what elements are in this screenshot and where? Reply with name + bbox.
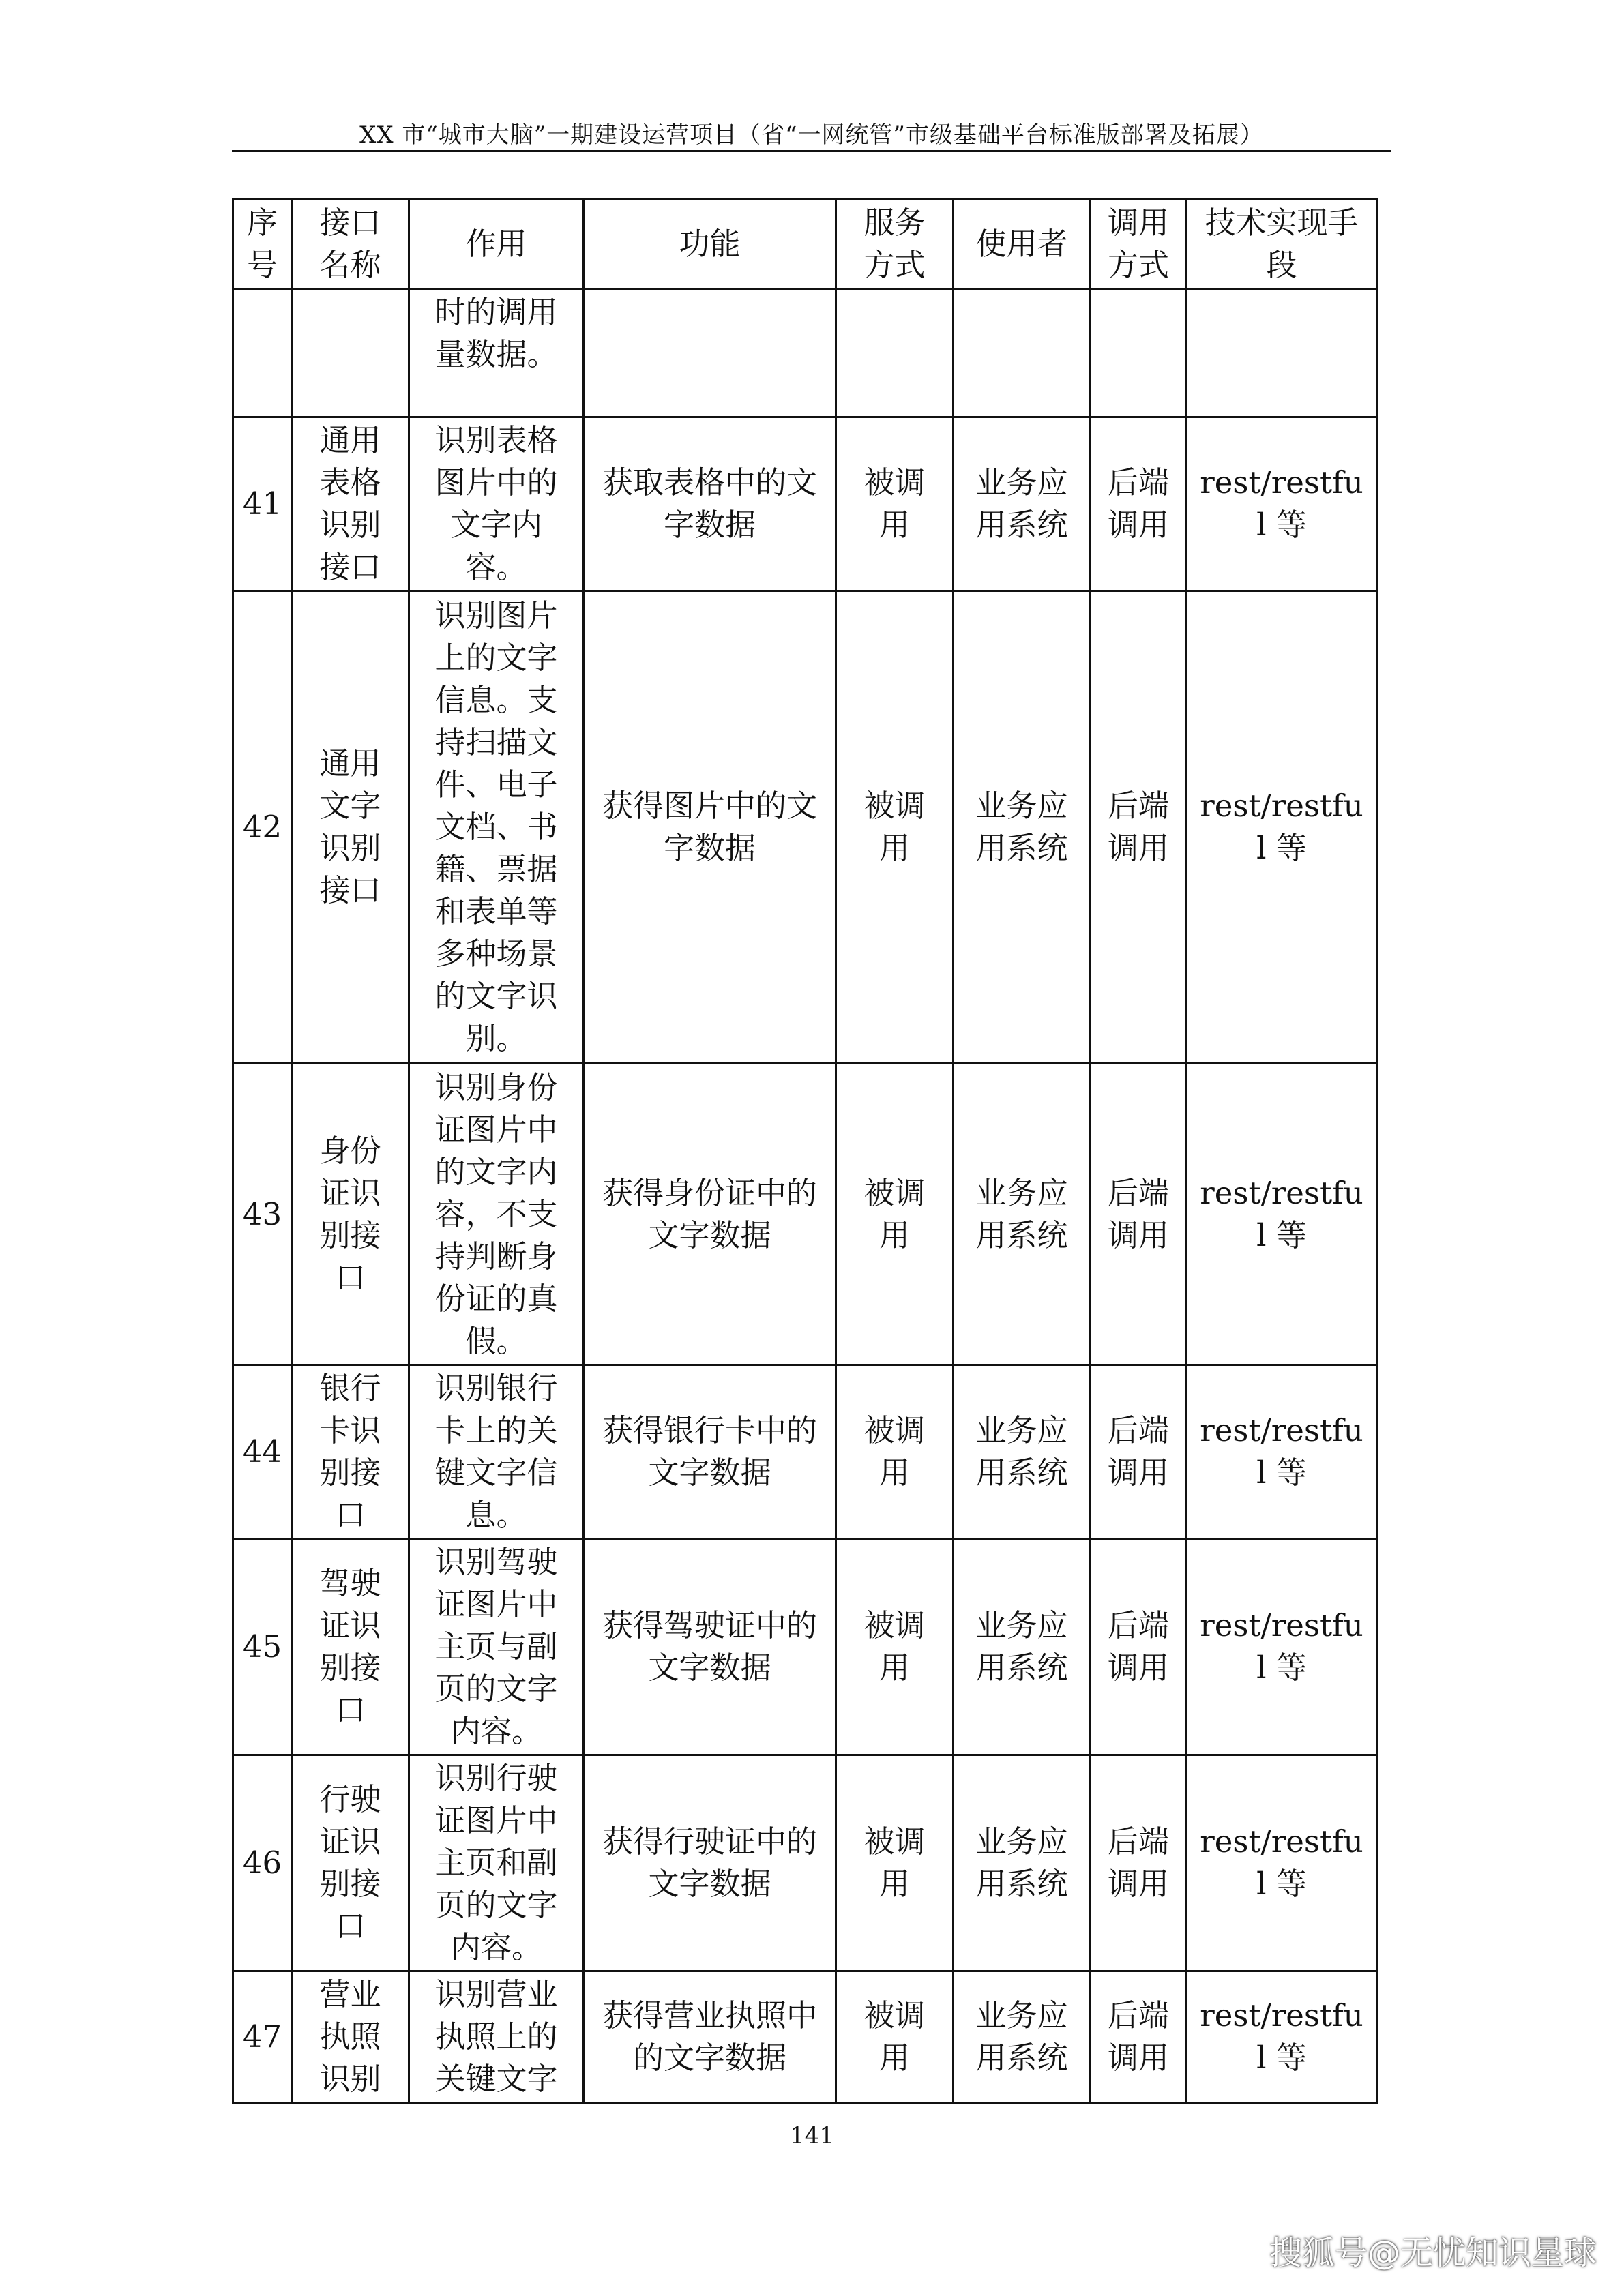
column-header-purpose: 作用 [409, 199, 584, 289]
page-header: XX 市“城市大脑”一期建设运营项目（省“一网统管”市级基础平台标准版部署及拓展） [359, 121, 1264, 149]
table-row [233, 1064, 1377, 1365]
cell-call: 后端 调用 [1091, 1539, 1187, 1755]
cell-purpose: 识别图片 上的文字 信息。支 持扫描文 件、电子 文档、书 籍、票据 和表单等 多种场景 的文字识 别。 [409, 591, 584, 1064]
cell-service: 被调 用 [836, 417, 954, 591]
table-row [233, 591, 1377, 1064]
cell-function: 获得身份证中的 文字数据 [584, 1064, 836, 1365]
cell-no: 44 [233, 1365, 292, 1539]
cell-no: 47 [233, 1971, 292, 2103]
column-header-service: 服务 方式 [836, 199, 954, 289]
cell-service: 被调 用 [836, 1539, 954, 1755]
column-header-name: 接口 名称 [292, 199, 409, 289]
cell-tech: rest/restfu l 等 [1187, 417, 1377, 591]
table-header-row [233, 199, 1377, 289]
cell-purpose: 识别营业 执照上的 关键文字 [409, 1971, 584, 2103]
cell-tech [1187, 289, 1377, 417]
cell-tech: rest/restfu l 等 [1187, 1971, 1377, 2103]
cell-service: 被调 用 [836, 1755, 954, 1971]
cell-user: 业务应 用系统 [954, 1755, 1091, 1971]
table-row [233, 417, 1377, 591]
cell-purpose: 识别身份 证图片中 的文字内 容，不支 持判断身 份证的真 假。 [409, 1064, 584, 1365]
cell-tech: rest/restfu l 等 [1187, 1064, 1377, 1365]
cell-user: 业务应 用系统 [954, 1971, 1091, 2103]
cell-service: 被调 用 [836, 1365, 954, 1539]
header-rule [232, 150, 1391, 152]
cell-name: 通用 文字 识别 接口 [292, 591, 409, 1064]
table-row [233, 1755, 1377, 1971]
cell-name: 银行 卡识 别接 口 [292, 1365, 409, 1539]
column-header-function: 功能 [584, 199, 836, 289]
cell-call: 后端 调用 [1091, 591, 1187, 1064]
cell-call: 后端 调用 [1091, 1755, 1187, 1971]
cell-name: 驾驶 证识 别接 口 [292, 1539, 409, 1755]
cell-function: 获得图片中的文 字数据 [584, 591, 836, 1064]
cell-service: 被调 用 [836, 1064, 954, 1365]
interface-table [232, 198, 1378, 2104]
cell-call [1091, 289, 1187, 417]
cell-name: 通用 表格 识别 接口 [292, 417, 409, 591]
cell-name [292, 289, 409, 417]
cell-no [233, 289, 292, 417]
column-header-no: 序 号 [233, 199, 292, 289]
cell-name: 身份 证识 别接 口 [292, 1064, 409, 1365]
cell-purpose: 识别表格 图片中的 文字内 容。 [409, 417, 584, 591]
cell-function: 获得银行卡中的 文字数据 [584, 1365, 836, 1539]
cell-function [584, 289, 836, 417]
cell-user: 业务应 用系统 [954, 417, 1091, 591]
watermark: 搜狐号@无忧知识星球 [1269, 2234, 1597, 2272]
cell-call: 后端 调用 [1091, 1971, 1187, 2103]
cell-tech: rest/restfu l 等 [1187, 1755, 1377, 1971]
column-header-user: 使用者 [954, 199, 1091, 289]
table-row [233, 289, 1377, 417]
cell-no: 42 [233, 591, 292, 1064]
cell-service [836, 289, 954, 417]
column-header-call: 调用 方式 [1091, 199, 1187, 289]
cell-user [954, 289, 1091, 417]
cell-no: 45 [233, 1539, 292, 1755]
cell-no: 41 [233, 417, 292, 591]
cell-name: 行驶 证识 别接 口 [292, 1755, 409, 1971]
cell-user: 业务应 用系统 [954, 1365, 1091, 1539]
table-row [233, 1539, 1377, 1755]
cell-user: 业务应 用系统 [954, 1064, 1091, 1365]
cell-purpose: 时的调用 量数据。 [409, 289, 584, 417]
cell-name: 营业 执照 识别 [292, 1971, 409, 2103]
cell-call: 后端 调用 [1091, 1365, 1187, 1539]
cell-purpose: 识别驾驶 证图片中 主页与副 页的文字 内容。 [409, 1539, 584, 1755]
cell-function: 获得行驶证中的 文字数据 [584, 1755, 836, 1971]
table-row [233, 1365, 1377, 1539]
cell-function: 获取表格中的文 字数据 [584, 417, 836, 591]
cell-service: 被调 用 [836, 1971, 954, 2103]
cell-no: 43 [233, 1064, 292, 1365]
page-number: 141 [790, 2122, 834, 2149]
cell-call: 后端 调用 [1091, 417, 1187, 591]
table-row [233, 1971, 1377, 2103]
cell-purpose: 识别行驶 证图片中 主页和副 页的文字 内容。 [409, 1755, 584, 1971]
cell-tech: rest/restfu l 等 [1187, 1539, 1377, 1755]
column-header-tech: 技术实现手 段 [1187, 199, 1377, 289]
cell-tech: rest/restfu l 等 [1187, 591, 1377, 1064]
cell-user: 业务应 用系统 [954, 591, 1091, 1064]
cell-tech: rest/restfu l 等 [1187, 1365, 1377, 1539]
cell-user: 业务应 用系统 [954, 1539, 1091, 1755]
cell-service: 被调 用 [836, 591, 954, 1064]
cell-no: 46 [233, 1755, 292, 1971]
cell-purpose: 识别银行 卡上的关 键文字信 息。 [409, 1365, 584, 1539]
cell-function: 获得驾驶证中的 文字数据 [584, 1539, 836, 1755]
cell-call: 后端 调用 [1091, 1064, 1187, 1365]
cell-function: 获得营业执照中 的文字数据 [584, 1971, 836, 2103]
